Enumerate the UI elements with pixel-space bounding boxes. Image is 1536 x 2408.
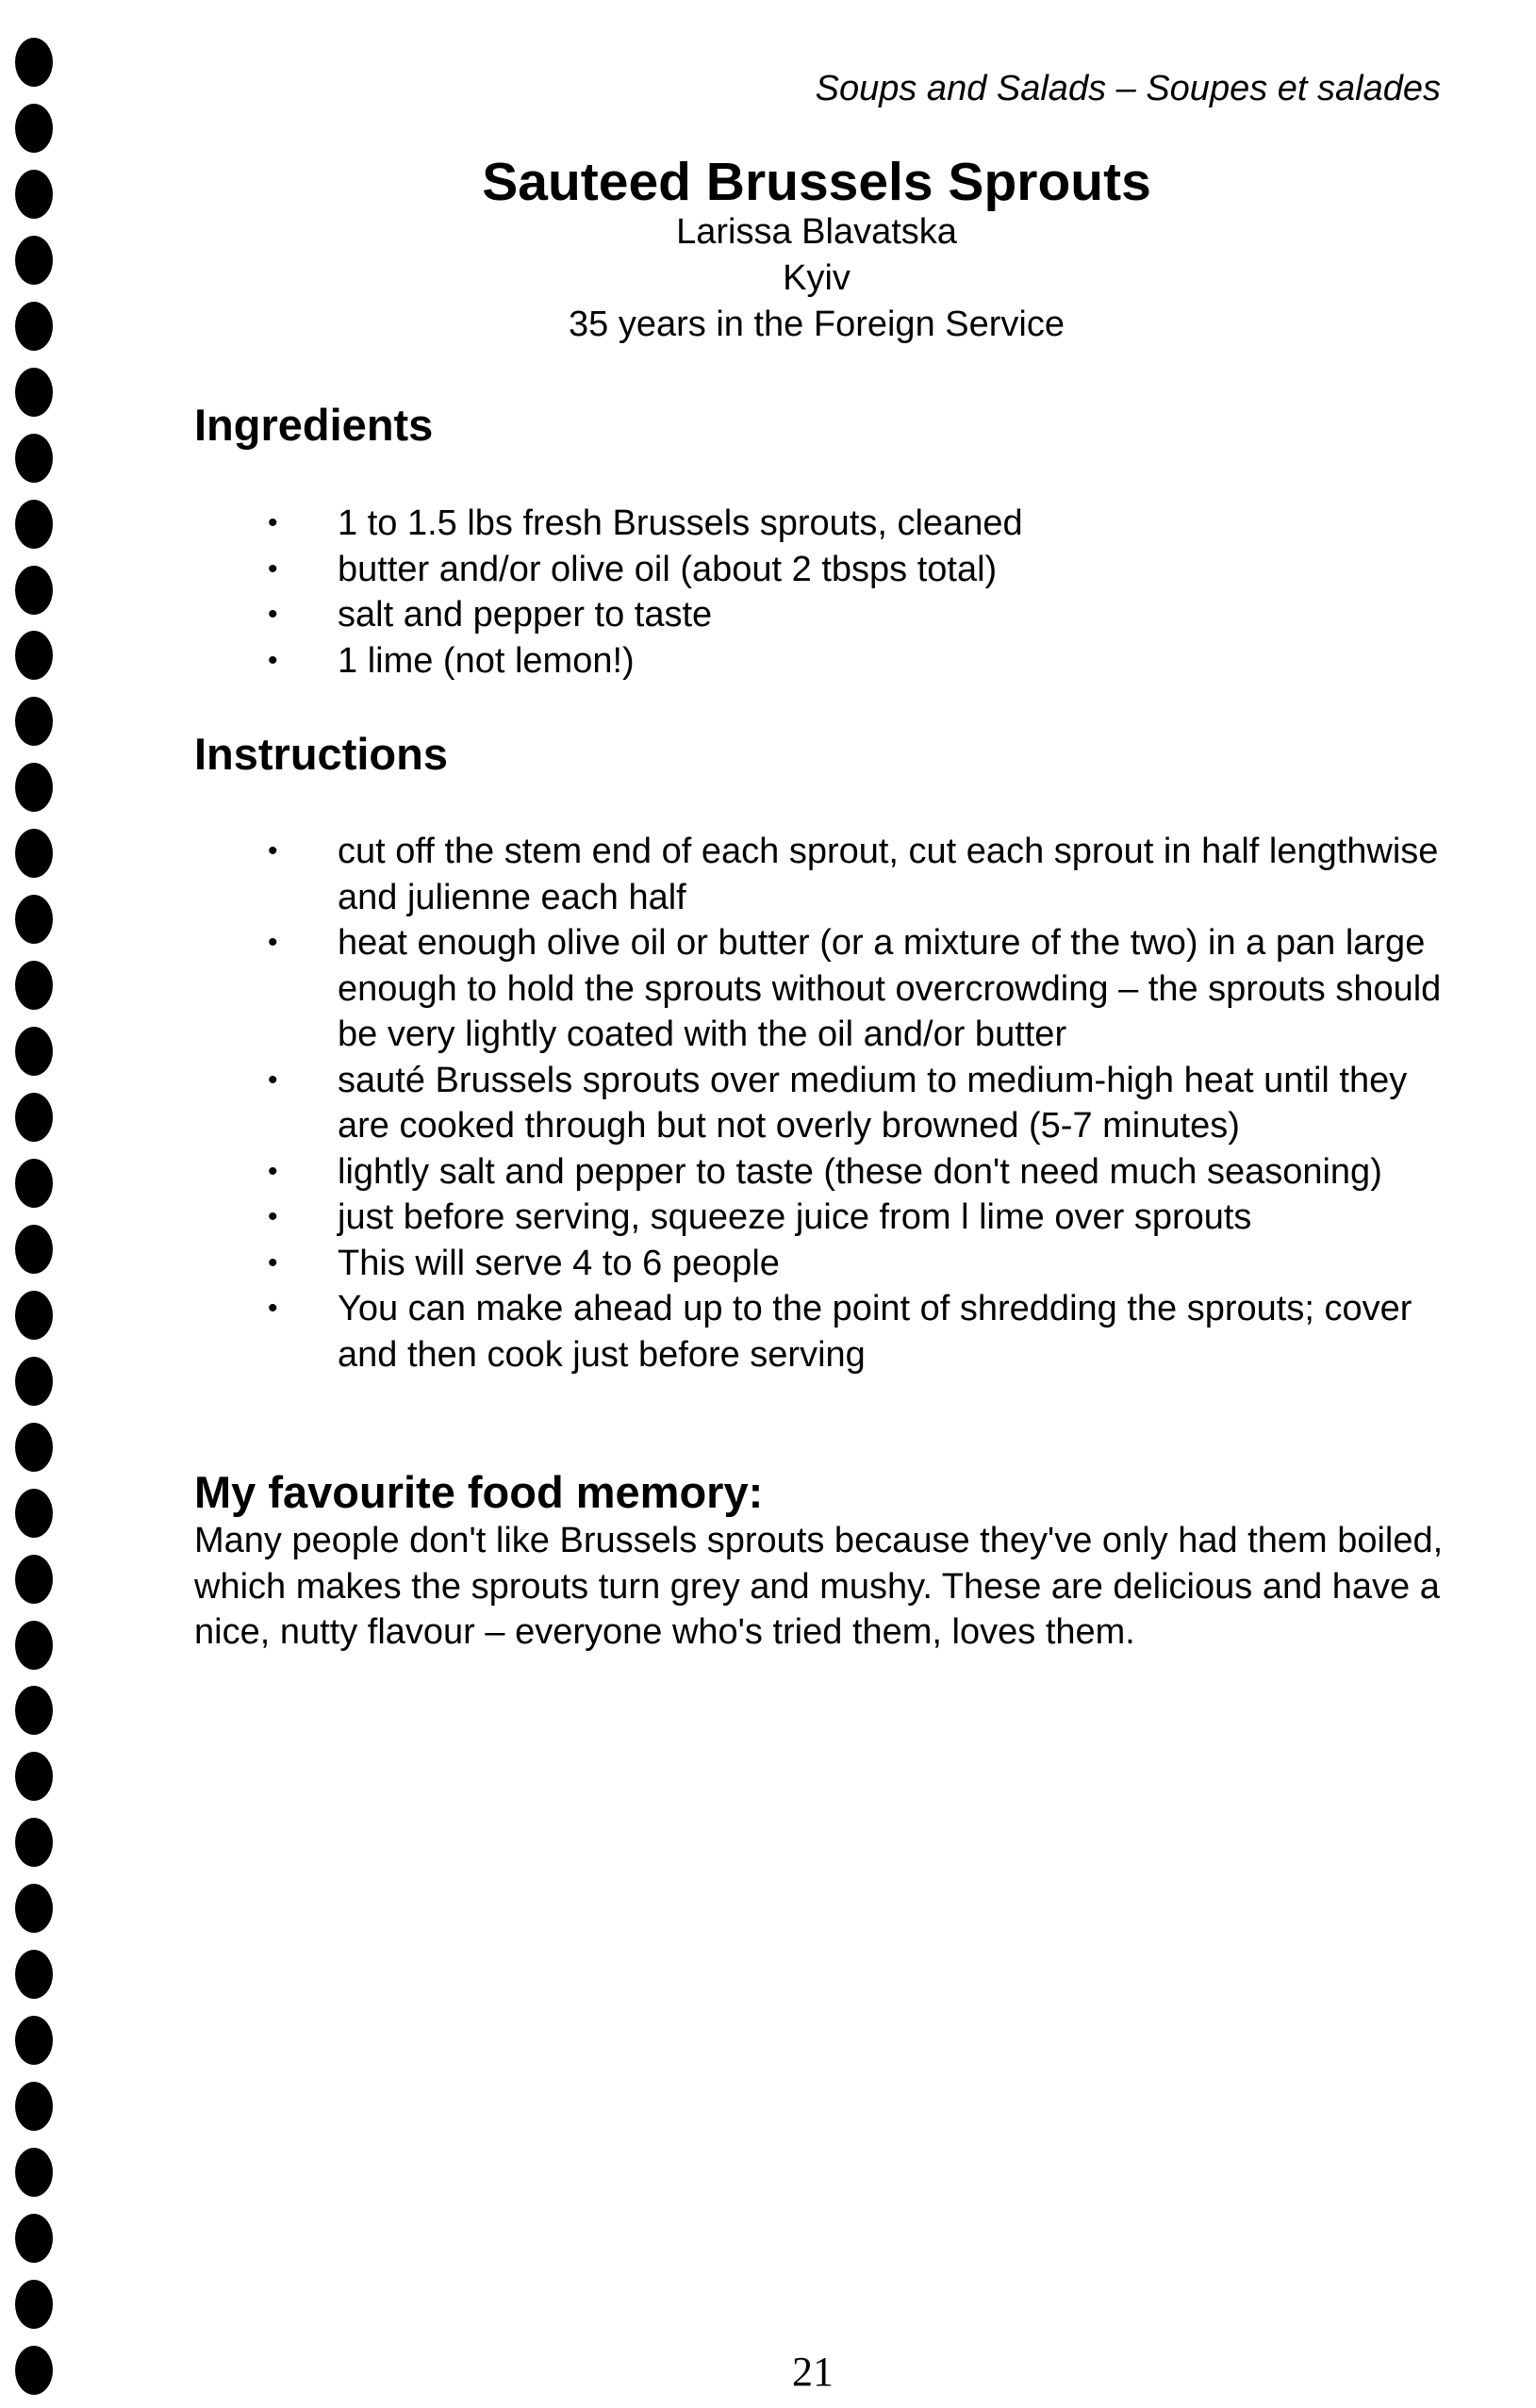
bullet-icon: • <box>268 553 278 585</box>
bullet-icon: • <box>268 1155 278 1187</box>
bullet-icon: • <box>268 835 278 866</box>
recipe-title: Sauteed Brussels Sprouts <box>482 152 1151 212</box>
recipe-byline <box>471 209 1162 348</box>
binding-hole <box>15 829 53 878</box>
binding-hole <box>15 2214 53 2263</box>
bullet-icon: • <box>268 599 278 630</box>
bullet-icon: • <box>268 927 278 958</box>
binding-hole <box>15 895 53 944</box>
list-item: • just before serving, squeeze juice from l lime over sprouts <box>264 1195 1443 1241</box>
instructions-list <box>264 829 1443 1377</box>
binding-hole <box>15 1884 53 1933</box>
binding-hole <box>15 1621 53 1670</box>
binding-hole <box>15 2082 53 2131</box>
bullet-icon: • <box>268 1064 278 1096</box>
binding-hole <box>15 500 53 549</box>
list-item: • 1 lime (not lemon!) <box>264 638 1023 684</box>
memory-heading: My favourite food memory: <box>194 1467 764 1517</box>
binding-hole <box>15 1555 53 1604</box>
binding-hole <box>15 1423 53 1472</box>
binding-hole <box>15 697 53 746</box>
list-item: • 1 to 1.5 lbs fresh Brussels sprouts, cleaned <box>264 501 1023 547</box>
binding-hole <box>15 2148 53 2197</box>
bullet-icon: • <box>268 1246 278 1278</box>
bullet-icon: • <box>268 507 278 538</box>
instructions-heading: Instructions <box>194 729 448 779</box>
list-item: • butter and/or olive oil (about 2 tbsps total) <box>264 547 1023 593</box>
list-item: • cut off the stem end of each sprout, cut each sprout in half lengthwise and julienne each half <box>264 829 1443 920</box>
binding-hole <box>15 763 53 812</box>
binding-hole <box>15 38 53 87</box>
list-item: • You can make ahead up to the point of shredding the sprouts; cover and then cook just before serving <box>264 1286 1443 1377</box>
author-name: Larissa Blavatska <box>676 212 957 252</box>
bullet-icon: • <box>268 1293 278 1324</box>
binding-hole <box>15 631 53 680</box>
binding-hole <box>15 104 53 153</box>
binding-hole <box>15 302 53 351</box>
list-item: • lightly salt and pepper to taste (these don't need much seasoning) <box>264 1149 1443 1196</box>
section-header: Soups and Salads – Soupes et salades <box>815 69 1441 108</box>
binding-hole <box>15 1752 53 1801</box>
list-item: • heat enough olive oil or butter (or a mixture of the two) in a pan large enough to hold the sprouts without overcrowding – the sprouts should be very lightly coated with the oil and/or butter <box>264 920 1443 1058</box>
binding-hole <box>15 1225 53 1274</box>
binding-hole <box>15 961 53 1010</box>
author-location: Kyiv <box>783 258 851 298</box>
binding-hole <box>15 170 53 219</box>
page-number: 21 <box>792 2349 834 2395</box>
binding-hole <box>15 1357 53 1406</box>
binding-hole <box>15 1950 53 1999</box>
binding-hole <box>15 434 53 483</box>
binding-hole <box>15 2346 53 2395</box>
ingredients-heading: Ingredients <box>194 400 434 450</box>
binding-hole <box>15 2016 53 2065</box>
memory-text: Many people don't like Brussels sprouts because they've only had them boiled, which makes the sprouts turn grey and mushy. These are delicious and have a nice, nutty flavour – everyone who's tried them, loves them. <box>194 1521 1444 1652</box>
binding-hole <box>15 566 53 615</box>
list-item: • This will serve 4 to 6 people <box>264 1241 1443 1287</box>
spiral-binding <box>13 38 55 2395</box>
binding-hole <box>15 1489 53 1538</box>
list-item: • sauté Brussels sprouts over medium to medium-high heat until they are cooked through but not overly browned (5-7 minutes) <box>264 1058 1443 1149</box>
bullet-icon: • <box>268 1201 278 1232</box>
binding-hole <box>15 236 53 285</box>
binding-hole <box>15 1159 53 1208</box>
binding-hole <box>15 1027 53 1076</box>
binding-hole <box>15 1291 53 1340</box>
ingredients-list <box>264 501 1023 684</box>
author-service: 35 years in the Foreign Service <box>569 305 1065 344</box>
binding-hole <box>15 1093 53 1142</box>
binding-hole <box>15 2280 53 2329</box>
bullet-icon: • <box>268 644 278 676</box>
binding-hole <box>15 1818 53 1867</box>
binding-hole <box>15 368 53 417</box>
list-item: • salt and pepper to taste <box>264 592 1023 638</box>
binding-hole <box>15 1686 53 1735</box>
